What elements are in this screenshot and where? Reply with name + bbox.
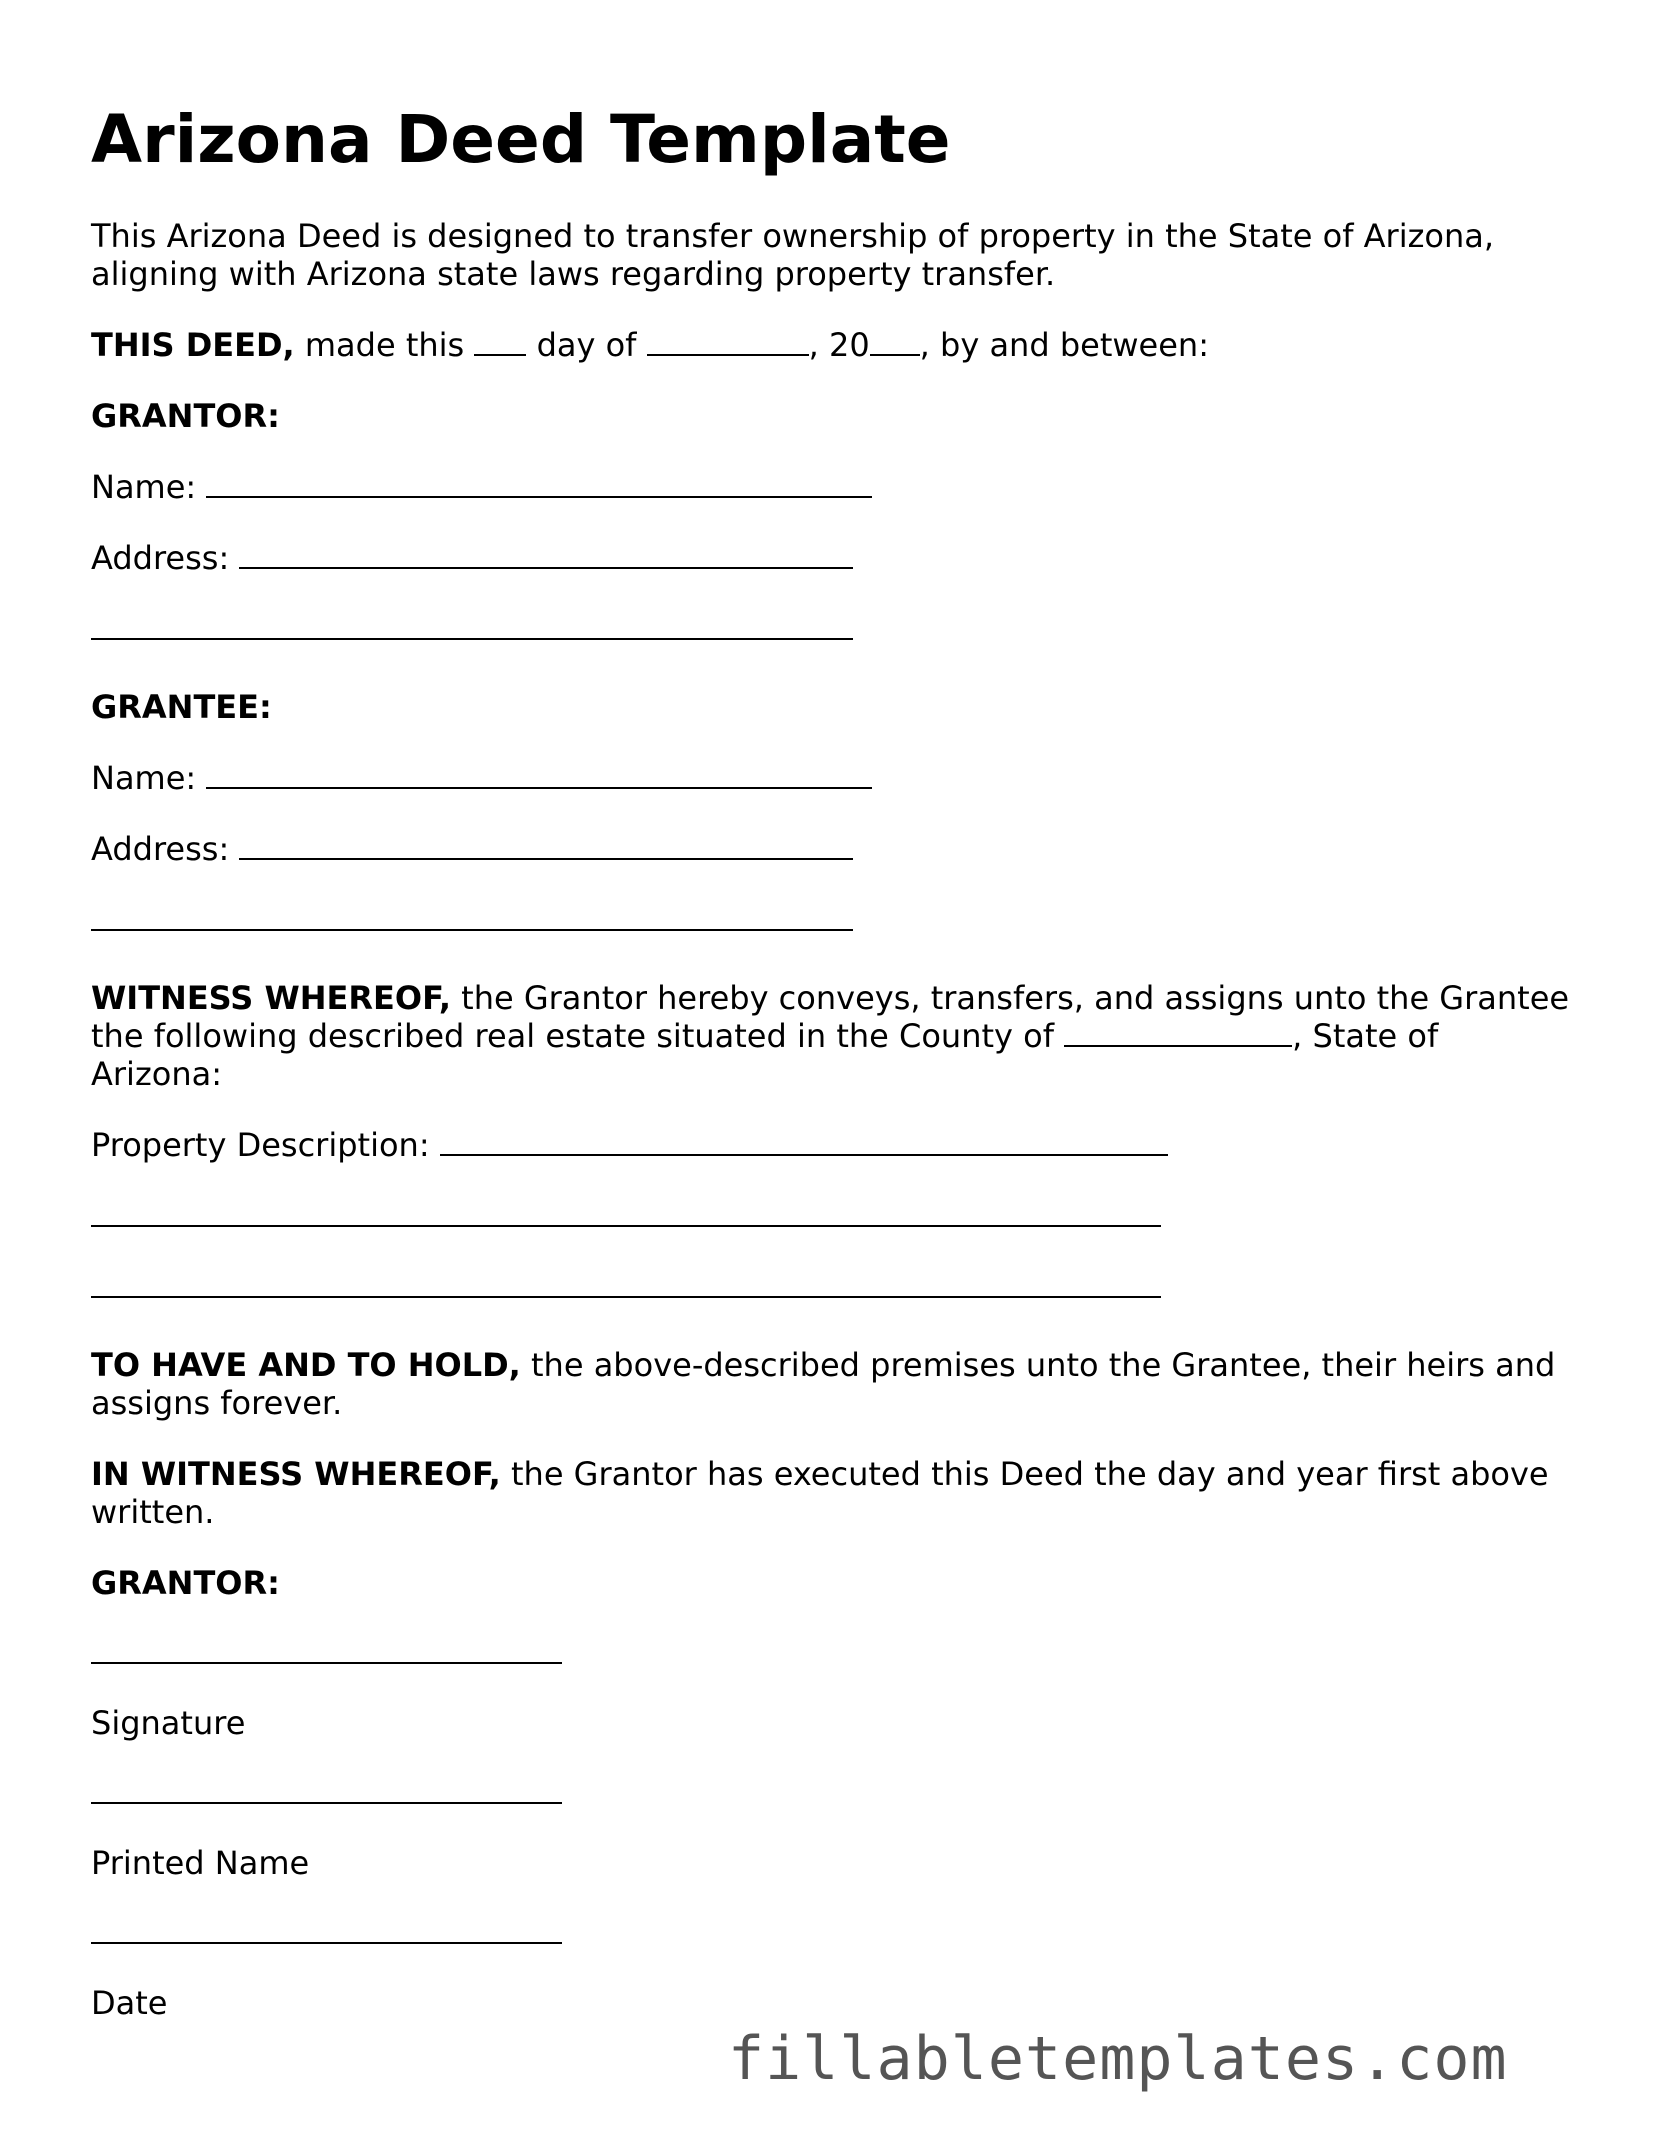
grantor-heading: GRANTOR: [91,397,280,436]
grantee-address-line-2-row [91,901,1571,939]
deed-text-2: day of [526,326,647,365]
grantor-name-label: Name: [91,468,207,507]
property-description-blank[interactable] [440,1128,1168,1156]
printed-name-blank[interactable] [91,1772,562,1804]
property-description-blank-2[interactable] [91,1199,1161,1227]
day-blank[interactable] [474,328,526,356]
grantee-name-blank[interactable] [206,761,872,789]
grantor-address-row [91,539,1571,577]
property-description-line-2-row [91,1197,1571,1235]
habendum-text: the above-described premises unto the Grantee, their heirs and assigns forever. [91,1346,1556,1423]
county-blank[interactable] [1064,1019,1292,1047]
execution-paragraph [91,1455,1571,1531]
witness-text-2: , State of Arizona: [91,1017,1439,1094]
grantee-address-blank-2[interactable] [91,903,853,931]
grantee-address-blank[interactable] [239,832,853,860]
printed-name-label: Printed Name [91,1844,310,1883]
grantor-name-blank[interactable] [206,470,872,498]
intro-paragraph: This Arizona Deed is designed to transfer ownership of property in the State of Arizona, aligning with Arizona state laws regarding property transfer. [91,217,1495,294]
deed-text-1: made this [294,326,475,365]
date-blank[interactable] [91,1912,562,1944]
execution-text: the Grantor has executed this Deed the day and year first above written. [91,1455,1549,1532]
property-description-label: Property Description: [91,1126,440,1165]
page-title: Arizona Deed Template [91,101,951,178]
signature-label: Signature [91,1704,246,1743]
deed-date-line [91,326,1571,364]
grantee-address-row [91,830,1571,868]
grantor-address-label: Address: [91,539,240,578]
property-description-line-3-row [91,1268,1571,1306]
month-blank[interactable] [647,328,809,356]
grantee-name-label: Name: [91,759,207,798]
signature-blank[interactable] [91,1632,562,1664]
deed-text-4: , by and between: [919,326,1209,365]
grantor-address-blank-2[interactable] [91,612,853,640]
habendum-paragraph [91,1346,1571,1422]
grantor-address-blank[interactable] [239,541,853,569]
date-label: Date [91,1984,168,2023]
grantor-address-line-2-row [91,610,1571,648]
property-description-row [91,1126,1571,1164]
habendum-lead: TO HAVE AND TO HOLD, [91,1346,521,1385]
witness-lead: WITNESS WHEREOF, [91,979,451,1018]
witness-text-1: the Grantor hereby conveys, transfers, and assigns unto the Grantee the following described real estate situated in the County of [91,979,1570,1056]
execution-lead: IN WITNESS WHEREOF, [91,1455,501,1494]
witness-paragraph [91,979,1571,1093]
deed-lead: THIS DEED, [91,326,295,365]
year-blank[interactable] [870,328,920,356]
deed-document [91,100,1571,2022]
watermark-text: fillabletemplates.com [728,2024,1508,2094]
grantee-address-label: Address: [91,830,240,869]
grantee-heading: GRANTEE: [91,688,272,727]
grantee-name-row [91,759,1571,797]
deed-text-3: , 20 [808,326,870,365]
signature-grantor-heading: GRANTOR: [91,1564,280,1603]
grantor-name-row [91,468,1571,506]
property-description-blank-3[interactable] [91,1270,1161,1298]
